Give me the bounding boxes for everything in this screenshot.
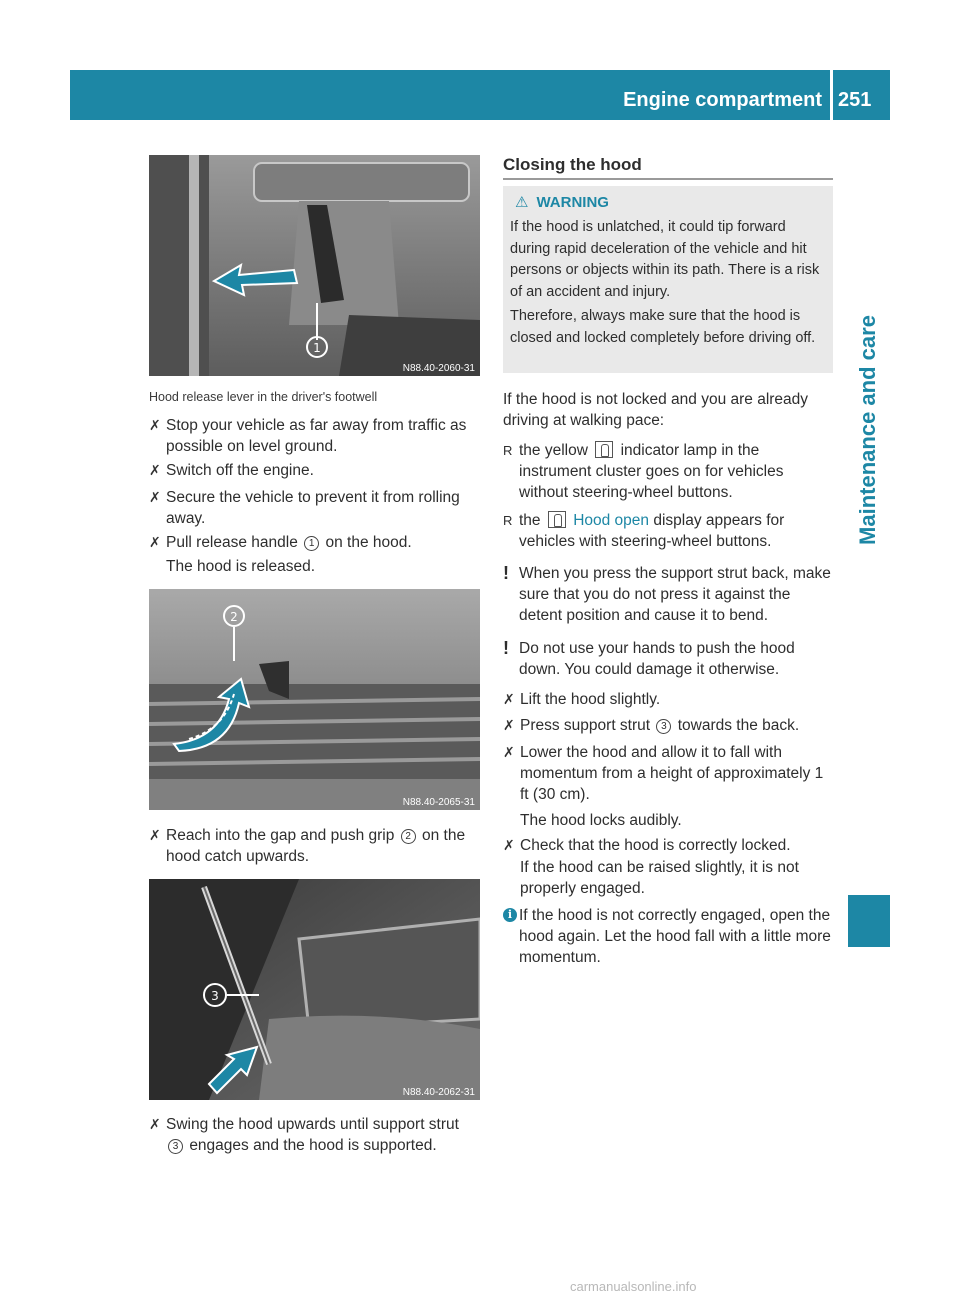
bullet-icon: R <box>503 513 513 528</box>
section-divider <box>503 178 833 180</box>
header-separator <box>830 70 833 120</box>
step-arrow-icon: ✗ <box>503 837 515 853</box>
caution-exclamation-icon: ! <box>503 638 509 658</box>
step-arrow-icon: ✗ <box>503 691 515 707</box>
step-lift-hood: ✗ Lift the hood slightly. <box>503 691 661 708</box>
hood-open-indicator-icon <box>548 511 566 528</box>
step-press-strut: ✗ Press support strut 3 towards the back. <box>503 717 800 734</box>
figure2-callout: 2 <box>230 610 238 624</box>
step-result-locks: The hood locks audibly. <box>520 812 682 829</box>
bullet-hood-open-display: R the Hood open display appears for vehicles with steering-wheel buttons. <box>503 512 785 550</box>
side-tab-label: Maintenance and care <box>855 315 880 545</box>
figure1-caption: Hood release lever in the driver's footwell <box>149 390 378 404</box>
warning-heading: ⚠ WARNING <box>515 194 609 211</box>
step-lower-hood: ✗ Lower the hood and allow it to fall with momentum from a height of approximately 1 ft (30 cm). <box>503 744 824 803</box>
callout-1-icon: 1 <box>304 536 319 551</box>
note-strut-detent: ! When you press the support strut back, make sure that you do not press it against the detent position and cause it to bend. <box>503 563 831 624</box>
figure2-code: N88.40-2065-31 <box>402 797 475 808</box>
step-result-released: The hood is released. <box>166 558 316 575</box>
figure-hood-release-lever <box>149 155 480 376</box>
info-note: i If the hood is not correctly engaged, open the hood again. Let the hood fall with a little more momentum. <box>503 905 833 968</box>
hood-open-indicator-icon <box>595 441 613 458</box>
page-number: 251 <box>838 89 872 111</box>
step-arrow-icon: ✗ <box>149 417 161 433</box>
callout-3-icon: 3 <box>168 1139 183 1154</box>
warning-triangle-icon: ⚠ <box>515 194 529 211</box>
step-check-locked: ✗ Check that the hood is correctly locked. <box>503 837 791 854</box>
note-hands: ! Do not use your hands to push the hood down. You could damage it otherwise. <box>503 638 795 678</box>
warning-text-1: If the hood is unlatched, it could tip forward during rapid deceleration of the vehicle and hit persons or objects within its path. There is a risk of an accident and injury. <box>510 219 820 300</box>
figure1-callout: 1 <box>313 341 321 355</box>
figure3-code: N88.40-2062-31 <box>402 1087 475 1098</box>
figure-hood-catch-grip <box>149 589 480 810</box>
figure1-code: N88.40-2060-31 <box>402 363 475 374</box>
step-arrow-icon: ✗ <box>149 489 161 505</box>
step-switch-off-engine: ✗ Switch off the engine. <box>149 462 314 479</box>
figure-support-strut <box>149 879 480 1100</box>
caution-exclamation-icon: ! <box>503 563 509 583</box>
bullet-icon: R <box>503 443 513 458</box>
step-stop-vehicle: ✗ Stop your vehicle as far away from traffic as possible on level ground. <box>149 417 467 455</box>
display-message: Hood open <box>573 512 650 529</box>
step-arrow-icon: ✗ <box>149 827 161 843</box>
callout-2-icon: 2 <box>401 829 416 844</box>
step-push-grip: ✗ Reach into the gap and push grip 2 on the hood catch upwards. <box>149 827 466 865</box>
callout-3-icon: 3 <box>656 719 671 734</box>
warning-text-2: Therefore, always make sure that the hood is closed and locked completely before driving off. <box>510 308 816 346</box>
info-icon: i <box>503 908 517 922</box>
chapter-title: Engine compartment <box>623 89 822 111</box>
step-arrow-icon: ✗ <box>149 462 161 478</box>
step-secure-vehicle: ✗ Secure the vehicle to prevent it from rolling away. <box>149 489 460 527</box>
step-pull-release-handle: ✗ Pull release handle 1 on the hood. <box>149 534 412 551</box>
bullet-yellow-lamp: R the yellow indicator lamp in the instrument cluster goes on for vehicles without steering-wheel buttons. <box>503 442 784 501</box>
figure3-callout: 3 <box>211 989 219 1003</box>
section-title: Closing the hood <box>503 155 642 174</box>
side-tab-marker <box>848 895 890 947</box>
step-arrow-icon: ✗ <box>149 1116 161 1132</box>
step-result-not-engaged: If the hood can be raised slightly, it is not properly engaged. <box>520 859 799 897</box>
step-arrow-icon: ✗ <box>149 534 161 550</box>
intro-paragraph: If the hood is not locked and you are already driving at walking pace: <box>503 391 809 429</box>
watermark: carmanualsonline.info <box>570 1279 697 1294</box>
step-swing-hood-upwards: ✗ Swing the hood upwards until support strut 3 engages and the hood is supported. <box>149 1116 459 1154</box>
step-arrow-icon: ✗ <box>503 744 515 760</box>
step-arrow-icon: ✗ <box>503 717 515 733</box>
warning-box <box>503 186 833 373</box>
